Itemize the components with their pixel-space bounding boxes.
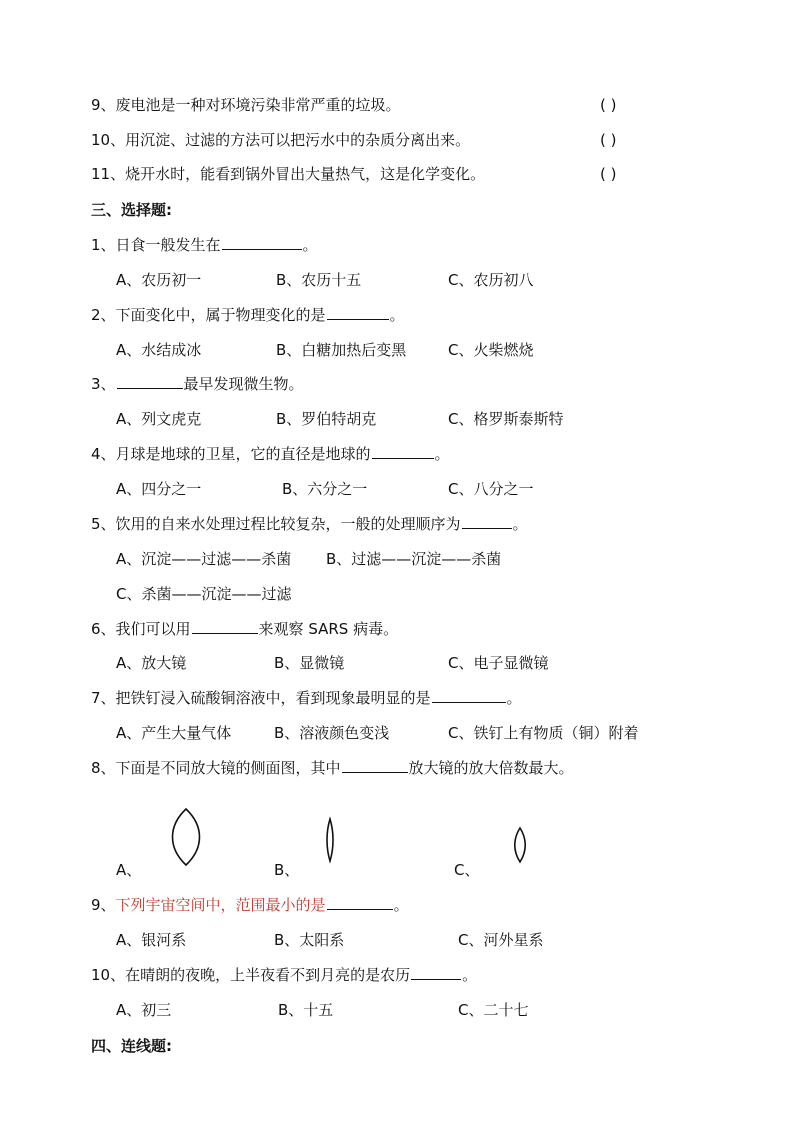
- option-a[interactable]: A、四分之一: [116, 480, 202, 498]
- question-text: 5、饮用的自来水处理过程比较复杂，一般的处理顺序为: [91, 515, 461, 533]
- section-heading-choice: 三、选择题:: [91, 201, 172, 219]
- question-8: [91, 758, 574, 778]
- option-b[interactable]: B、六分之一: [282, 480, 368, 498]
- answer-blank[interactable]: [327, 895, 393, 910]
- option-c[interactable]: C、格罗斯泰斯特: [448, 410, 564, 428]
- question-text: 4、月球是地球的卫星，它的直径是地球的: [91, 445, 371, 463]
- question-text: 3、: [91, 375, 116, 393]
- option-b[interactable]: B、十五: [278, 1001, 334, 1019]
- option-a[interactable]: A、初三: [116, 1001, 172, 1019]
- option-c[interactable]: C、八分之一: [448, 480, 534, 498]
- answer-blank[interactable]: [342, 758, 408, 773]
- answer-blank[interactable]: [411, 965, 461, 980]
- question-text: 1、日食一般发生在: [91, 236, 221, 254]
- question-text-end: 。: [302, 236, 318, 254]
- question-text: 10、在晴朗的夜晚，上半夜看不到月亮的是农历: [91, 966, 411, 984]
- question-text-end: 最早发现微生物。: [183, 375, 304, 393]
- question-4: [91, 444, 450, 464]
- tf-item-text: 10、用沉淀、过滤的方法可以把污水中的杂质分离出来。: [91, 131, 471, 149]
- option-b[interactable]: B、罗伯特胡克: [276, 410, 377, 428]
- tf-item-11: [91, 164, 485, 184]
- option-c[interactable]: C、火柴燃烧: [448, 341, 534, 359]
- option-b[interactable]: B、过滤——沉淀——杀菌: [326, 550, 502, 568]
- option-a[interactable]: A、水结成冰: [116, 341, 202, 359]
- question-10: [91, 965, 477, 985]
- answer-blank[interactable]: [372, 444, 434, 459]
- answer-blank[interactable]: [192, 619, 258, 634]
- option-b[interactable]: B、: [274, 861, 300, 879]
- answer-blank[interactable]: [117, 374, 183, 389]
- tf-item-text: 9、废电池是一种对环境污染非常严重的垃圾。: [91, 96, 401, 114]
- option-a[interactable]: A、产生大量气体: [116, 724, 232, 742]
- lens-c-icon: [512, 827, 528, 863]
- answer-paren[interactable]: ( ): [600, 165, 617, 183]
- question-number: 9、: [91, 896, 116, 914]
- question-text: 2、下面变化中，属于物理变化的是: [91, 306, 326, 324]
- option-a[interactable]: A、列文虎克: [116, 410, 202, 428]
- question-text: 8、下面是不同放大镜的侧面图，其中: [91, 759, 341, 777]
- question-text-end: 放大镜的放大倍数最大。: [408, 759, 574, 777]
- question-text-end: 。: [434, 445, 450, 463]
- option-b[interactable]: B、农历十五: [276, 271, 362, 289]
- answer-blank[interactable]: [432, 688, 506, 703]
- option-b[interactable]: B、太阳系: [274, 931, 345, 949]
- question-2: [91, 305, 405, 325]
- question-text-end: 。: [506, 689, 522, 707]
- tf-item-text: 11、烧开水时，能看到锅外冒出大量热气，这是化学变化。: [91, 165, 486, 183]
- answer-paren[interactable]: ( ): [600, 96, 617, 114]
- tf-item-10: [91, 130, 470, 150]
- option-a[interactable]: A、: [116, 861, 142, 879]
- option-c[interactable]: C、电子显微镜: [448, 654, 549, 672]
- question-text-end: 。: [389, 306, 405, 324]
- option-c[interactable]: C、二十七: [458, 1001, 529, 1019]
- question-3: [91, 374, 304, 394]
- question-text: 下列宇宙空间中，范围最小的是: [115, 896, 326, 914]
- lens-b-icon: [324, 818, 336, 862]
- option-c[interactable]: C、杀菌——沉淀——过滤: [116, 585, 292, 603]
- answer-paren[interactable]: ( ): [600, 131, 617, 149]
- option-b[interactable]: B、显微镜: [274, 654, 345, 672]
- answer-blank[interactable]: [327, 305, 389, 320]
- question-text: 6、我们可以用: [91, 620, 191, 638]
- question-7: [91, 688, 522, 708]
- question-text-end: 。: [393, 896, 409, 914]
- option-c[interactable]: C、铁钉上有物质（铜）附着: [448, 724, 639, 742]
- question-5: [91, 514, 528, 534]
- answer-blank[interactable]: [222, 235, 302, 250]
- question-text-end: 。: [462, 966, 478, 984]
- question-text: 7、把铁钉浸入硫酸铜溶液中，看到现象最明显的是: [91, 689, 431, 707]
- tf-item-9: [91, 95, 401, 115]
- option-b[interactable]: B、溶液颜色变浅: [274, 724, 390, 742]
- option-c[interactable]: C、农历初八: [448, 271, 534, 289]
- option-b[interactable]: B、白糖加热后变黑: [276, 341, 407, 359]
- question-1: [91, 235, 318, 255]
- question-6: [91, 619, 398, 639]
- question-text-end: 。: [512, 515, 528, 533]
- answer-blank[interactable]: [462, 514, 512, 529]
- option-a[interactable]: A、银河系: [116, 931, 187, 949]
- section-heading-matching: 四、连线题:: [91, 1037, 172, 1055]
- option-a[interactable]: A、放大镜: [116, 654, 187, 672]
- question-9: [91, 895, 409, 915]
- question-text-end: 来观察 SARS 病毒。: [258, 620, 399, 638]
- option-a[interactable]: A、沉淀——过滤——杀菌: [116, 550, 292, 568]
- lens-a-icon: [170, 808, 202, 866]
- option-c[interactable]: C、河外星系: [458, 931, 544, 949]
- option-a[interactable]: A、农历初一: [116, 271, 202, 289]
- option-c[interactable]: C、: [454, 861, 480, 879]
